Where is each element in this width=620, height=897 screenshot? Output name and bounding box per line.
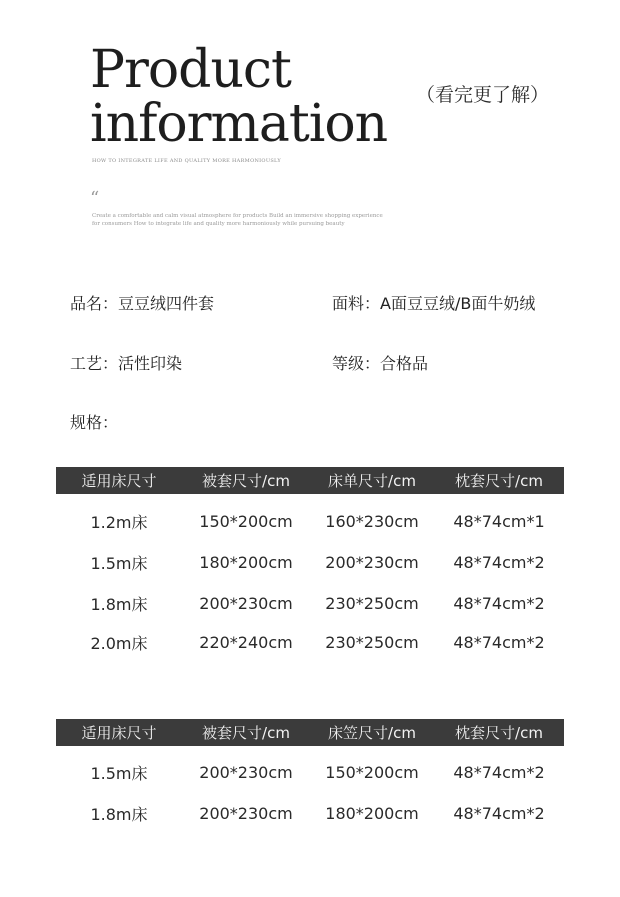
table-row bbox=[56, 590, 564, 616]
table-cell: 200*230cm bbox=[325, 552, 419, 572]
table-cell: 1.2m床 bbox=[90, 512, 148, 532]
table-cell: 180*200cm bbox=[325, 803, 419, 823]
size-table-1 bbox=[56, 467, 564, 655]
tagline: HOW TO INTEGRATE LIFE AND QUALITY MORE HARMONIOUSLY bbox=[92, 158, 281, 164]
header-cell: 被套尺寸/cm bbox=[202, 724, 290, 742]
header-cell: 床单尺寸/cm bbox=[328, 472, 416, 490]
table-cell: 1.5m床 bbox=[90, 763, 148, 783]
table-cell: 1.8m床 bbox=[90, 594, 148, 614]
spec-product-name: 品名：豆豆绒四件套 bbox=[70, 294, 215, 313]
title-product: Product bbox=[90, 40, 291, 100]
description: Create a comfortable and calm visual atmosphere for products Build an immersive shopping experience for consumers How to integrate life and quality more harmoniously while pursuing beauty bbox=[92, 213, 383, 227]
table-cell: 2.0m床 bbox=[90, 633, 148, 653]
header-cell: 适用床尺寸 bbox=[81, 724, 157, 742]
header-cell: 床笠尺寸/cm bbox=[328, 724, 416, 742]
header-cell: 适用床尺寸 bbox=[81, 472, 157, 490]
table-header bbox=[56, 719, 564, 746]
table-cell: 230*250cm bbox=[325, 632, 419, 652]
table-row bbox=[56, 629, 564, 655]
table-cell: 220*240cm bbox=[199, 632, 293, 652]
table-cell: 48*74cm*2 bbox=[453, 762, 545, 782]
spec-craft: 工艺：活性印染 bbox=[70, 354, 183, 373]
table-cell: 180*200cm bbox=[199, 552, 293, 572]
spec-grade: 等级：合格品 bbox=[332, 354, 429, 373]
table-row bbox=[56, 508, 564, 534]
table-cell: 200*230cm bbox=[199, 762, 293, 782]
table-cell: 48*74cm*2 bbox=[453, 552, 545, 572]
quote-icon: “ bbox=[90, 188, 100, 209]
table-header bbox=[56, 467, 564, 494]
table-cell: 160*230cm bbox=[325, 511, 419, 531]
table-cell: 48*74cm*2 bbox=[453, 803, 545, 823]
table-row bbox=[56, 759, 564, 785]
table-cell: 200*230cm bbox=[199, 803, 293, 823]
size-table-2 bbox=[56, 719, 564, 826]
table-cell: 1.8m床 bbox=[90, 804, 148, 824]
table-cell: 48*74cm*2 bbox=[453, 632, 545, 652]
table-cell: 230*250cm bbox=[325, 593, 419, 613]
table-cell: 48*74cm*2 bbox=[453, 593, 545, 613]
table-row bbox=[56, 800, 564, 826]
spec-fabric: 面料：A面豆豆绒/B面牛奶绒 bbox=[332, 294, 536, 313]
table-cell: 200*230cm bbox=[199, 593, 293, 613]
table-cell: 150*200cm bbox=[199, 511, 293, 531]
header-cell: 被套尺寸/cm bbox=[202, 472, 290, 490]
table-cell: 1.5m床 bbox=[90, 553, 148, 573]
spec-size-label: 规格： bbox=[70, 413, 119, 432]
title-information: information bbox=[90, 94, 388, 154]
table-cell: 150*200cm bbox=[325, 762, 419, 782]
header-cell: 枕套尺寸/cm bbox=[455, 724, 543, 742]
table-cell: 48*74cm*1 bbox=[453, 511, 545, 531]
table-row bbox=[56, 549, 564, 575]
header-cell: 枕套尺寸/cm bbox=[455, 472, 543, 490]
see-more-note: （看完更了解） bbox=[416, 84, 550, 106]
